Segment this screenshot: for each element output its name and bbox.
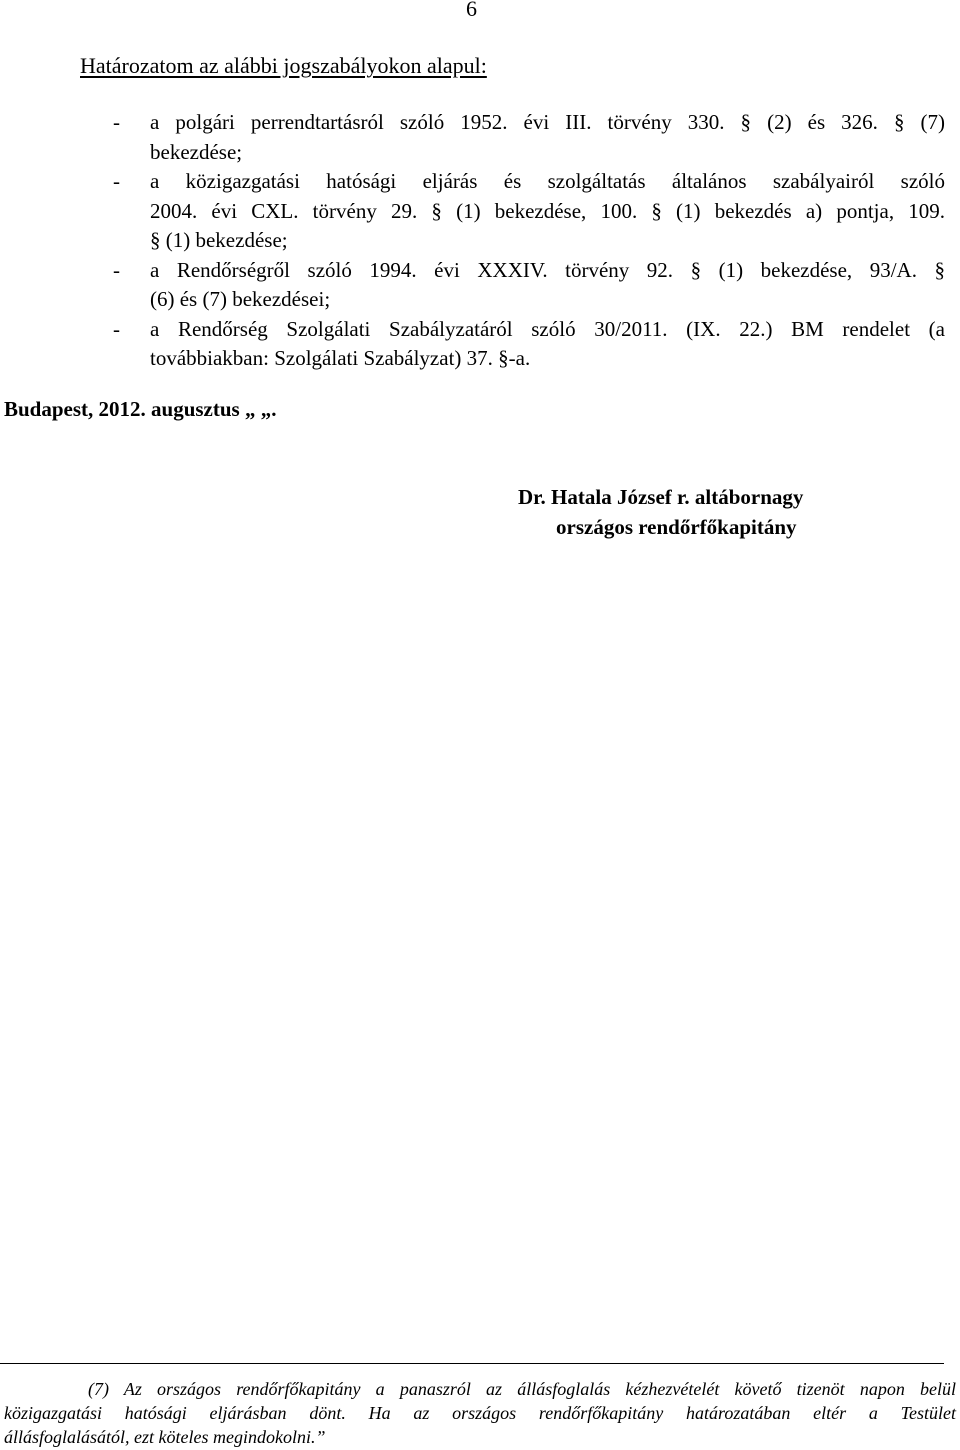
footnote-line: (7) Az országos rendőrfőkapitány a panaszról az állásfoglalás kézhezvételét követő tizenöt napon belül [88,1379,956,1399]
list-item [113,256,945,315]
list-item-line: bekezdése; [150,139,243,164]
list-bullet: - [113,110,120,134]
list-item-line: a közigazgatási hatósági eljárás és szolgáltatás általános szabályairól szóló [150,169,945,193]
place-and-date: Budapest, 2012. augusztus „ „. [4,397,277,421]
list-item [113,315,945,374]
footnote-line: állásfoglalásától, ezt köteles megindokolni.” [4,1427,326,1447]
list-item [113,167,945,256]
list-item-line: a polgári perrendtartásról szóló 1952. évi III. törvény 330. § (2) és 326. § (7) [150,110,945,134]
list-item-line: a Rendőrségről szóló 1994. évi XXXIV. törvény 92. § (1) bekezdése, 93/A. § [150,257,945,282]
section-heading: Határozatom az alábbi jogszabályokon alapul: [80,53,487,78]
signature-block [518,482,803,542]
legal-basis-list [113,108,945,374]
list-item-line: (6) és (7) bekezdései; [150,287,331,311]
footnote [4,1377,956,1449]
list-bullet: - [113,257,120,282]
signatory-title: országos rendőrfőkapitány [556,515,797,539]
list-bullet: - [113,169,120,193]
list-item-line: § (1) bekezdése; [150,228,288,252]
list-item-line: 2004. évi CXL. törvény 29. § (1) bekezdése, 100. § (1) bekezdés a) pontja, 109. [150,198,945,223]
list-item [113,108,945,167]
signatory-name: Dr. Hatala József r. altábornagy [518,485,804,509]
footnote-divider [0,1363,944,1364]
footnote-line: közigazgatási hatósági eljárásban dönt. Ha az országos rendőrfőkapitány határozatában eltér a Testület [4,1403,956,1423]
list-bullet: - [113,316,120,341]
list-item-line: továbbiakban: Szolgálati Szabályzat) 37. §-a. [150,346,531,370]
list-item-line: a Rendőrség Szolgálati Szabályzatáról szóló 30/2011. (IX. 22.) BM rendelet (a [150,316,945,341]
page-number: 6 [466,0,477,21]
